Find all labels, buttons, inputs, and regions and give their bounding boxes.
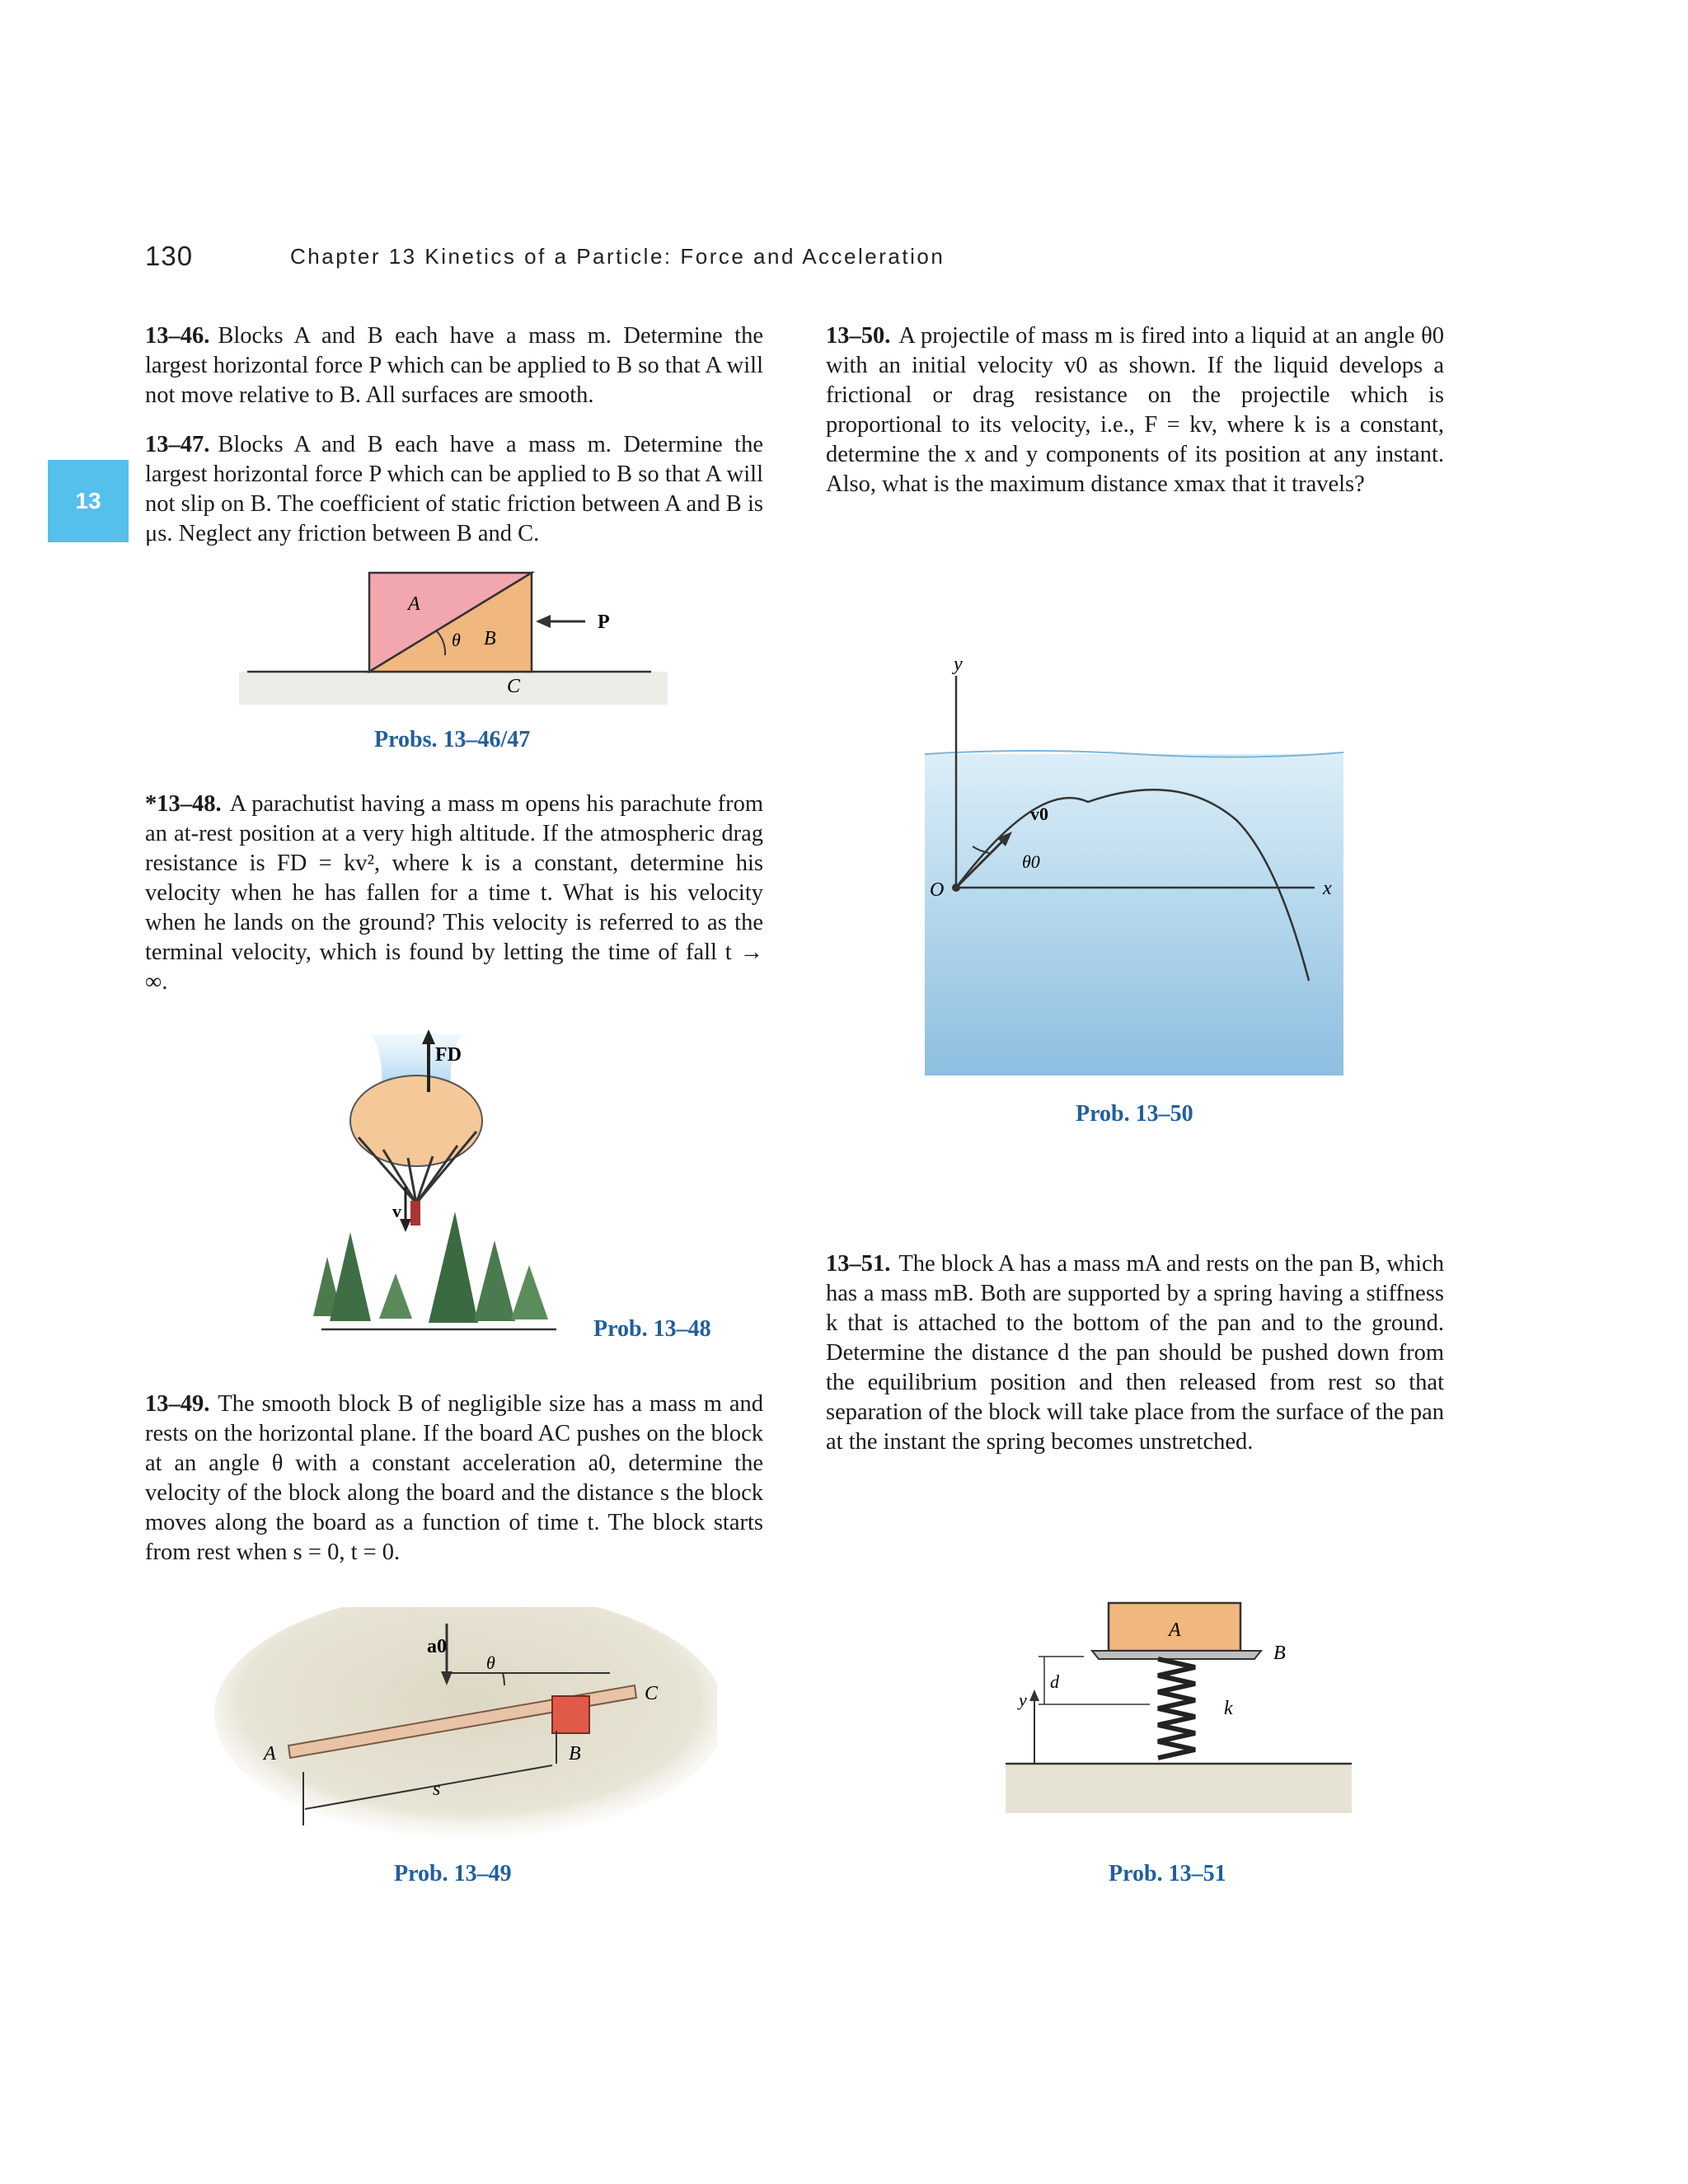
tree-icon <box>429 1212 478 1323</box>
label-b: B <box>1273 1643 1286 1664</box>
problem-text: The smooth block B of negligible size has a mass m and rests on the horizontal plane. If the board AC pushes on the block at an angle θ with a constant acceleration a0, determine the velocity of the block along the board and the distance s the block moves along the board as a function of time t. The block starts from rest when s = 0, t = 0. <box>145 1391 763 1565</box>
label-p: P <box>598 612 610 633</box>
origin-point <box>952 883 960 892</box>
label-y: y <box>1019 1690 1027 1710</box>
label-k: k <box>1224 1698 1233 1719</box>
label-o: O <box>930 879 945 901</box>
parachutist-figure <box>410 1201 420 1226</box>
label-c: C <box>507 676 521 697</box>
label-v0: v0 <box>1030 804 1048 824</box>
caption-prob-13-49: Prob. 13–49 <box>394 1861 512 1886</box>
label-x: x <box>1323 878 1332 899</box>
label-fd: FD <box>435 1044 462 1066</box>
problem-text: The block A has a mass mA and rests on the pan B, which has a mass mB. Both are supported by a spring having a stiffness k that is attached to the bottom of the pan and to the ground. Determine the distance d the pan should be pushed down from the equilibrium position and then released from rest so that separation of the block will take place from the surface of the pan at the instant the spring becomes unstretched. <box>826 1251 1444 1455</box>
spring <box>1158 1659 1195 1758</box>
problem-number: 13–49. <box>145 1391 210 1417</box>
page-number: 130 <box>145 241 194 271</box>
caption-prob-13-48: Prob. 13–48 <box>593 1316 711 1342</box>
label-c: C <box>645 1683 659 1704</box>
velocity-arrowhead <box>400 1219 411 1232</box>
problem-number: *13–48. <box>145 791 222 817</box>
problem-13-49 <box>145 1390 763 1568</box>
tree-icon <box>379 1273 412 1319</box>
figure-block-on-spring-pan <box>989 1599 1368 1821</box>
caption-probs-13-46-47: Probs. 13–46/47 <box>374 727 531 752</box>
y-dimension-arrowhead <box>1029 1690 1039 1701</box>
chapter-side-tab: 13 <box>48 460 129 542</box>
problem-13-51 <box>826 1249 1444 1457</box>
label-b: B <box>484 628 496 649</box>
chapter-title: Chapter 13 Kinetics of a Particle: Force and Acceleration <box>290 244 945 269</box>
liquid <box>925 754 1343 1076</box>
problem-13-46 <box>145 321 763 410</box>
label-theta0: θ0 <box>1022 851 1040 872</box>
figure-board-pushing-block <box>206 1607 717 1854</box>
parachute-canopy <box>350 1076 482 1166</box>
tree-icon <box>330 1232 371 1321</box>
force-p-arrowhead <box>536 615 551 628</box>
problem-13-50 <box>826 321 1444 499</box>
caption-prob-13-50: Prob. 13–50 <box>1076 1101 1193 1127</box>
problem-number: 13–50. <box>826 323 891 349</box>
label-theta: θ <box>452 630 461 650</box>
ground-shade <box>1006 1764 1352 1813</box>
figure-parachutist <box>313 1026 560 1347</box>
problem-text: Blocks A and B each have a mass m. Determine the largest horizontal force P which can be applied to B so that A will not slip on B. The coefficient of static friction between A and B is μs. Neglect any friction between B and C. <box>145 432 763 546</box>
label-s: s <box>433 1779 441 1800</box>
pan-b <box>1092 1651 1261 1659</box>
tree-icon <box>511 1265 548 1319</box>
block-b <box>552 1696 589 1733</box>
label-theta: θ <box>486 1652 495 1673</box>
label-b: B <box>569 1743 581 1765</box>
problem-text: Blocks A and B each have a mass m. Determine the largest horizontal force P which can be applied to B so that A will not move relative to B. All surfaces are smooth. <box>145 323 763 408</box>
ground-shade <box>239 672 668 705</box>
label-a: A <box>264 1743 276 1765</box>
problem-number: 13–47. <box>145 432 210 457</box>
label-a: A <box>408 593 420 615</box>
label-y: y <box>954 655 963 675</box>
problem-text: A projectile of mass m is fired into a liquid at an angle θ0 with an initial velocity v0 as shown. If the liquid develops a frictional or drag resistance on the projectile which is proportional to its velocity, i.e., F = kv, where k is a constant, determine the x and y components of its position at any instant. Also, what is the maximum distance xmax that it travels? <box>826 323 1444 497</box>
problem-text: A parachutist having a mass m opens his parachute from an at-rest position at a very high altitude. If the atmospheric drag resistance is FD = kv², where k is a constant, determine his velocity when he has fallen for a time t. What is his velocity when he lands on the ground? This velocity is referred to as the terminal velocity, which is found by letting the time of fall t → ∞. <box>145 791 763 995</box>
figure-projectile-in-liquid <box>907 655 1368 1080</box>
problem-13-47 <box>145 430 763 549</box>
label-v: v <box>392 1201 401 1221</box>
problem-13-48 <box>145 790 763 997</box>
label-d: d <box>1050 1671 1059 1692</box>
label-a: A <box>1169 1619 1181 1641</box>
tree-icon <box>474 1240 515 1321</box>
figure-blocks-a-b <box>239 560 684 709</box>
caption-prob-13-51: Prob. 13–51 <box>1109 1861 1226 1886</box>
problem-number: 13–51. <box>826 1251 891 1277</box>
problem-number: 13–46. <box>145 323 210 349</box>
label-a0: a0 <box>427 1636 447 1657</box>
